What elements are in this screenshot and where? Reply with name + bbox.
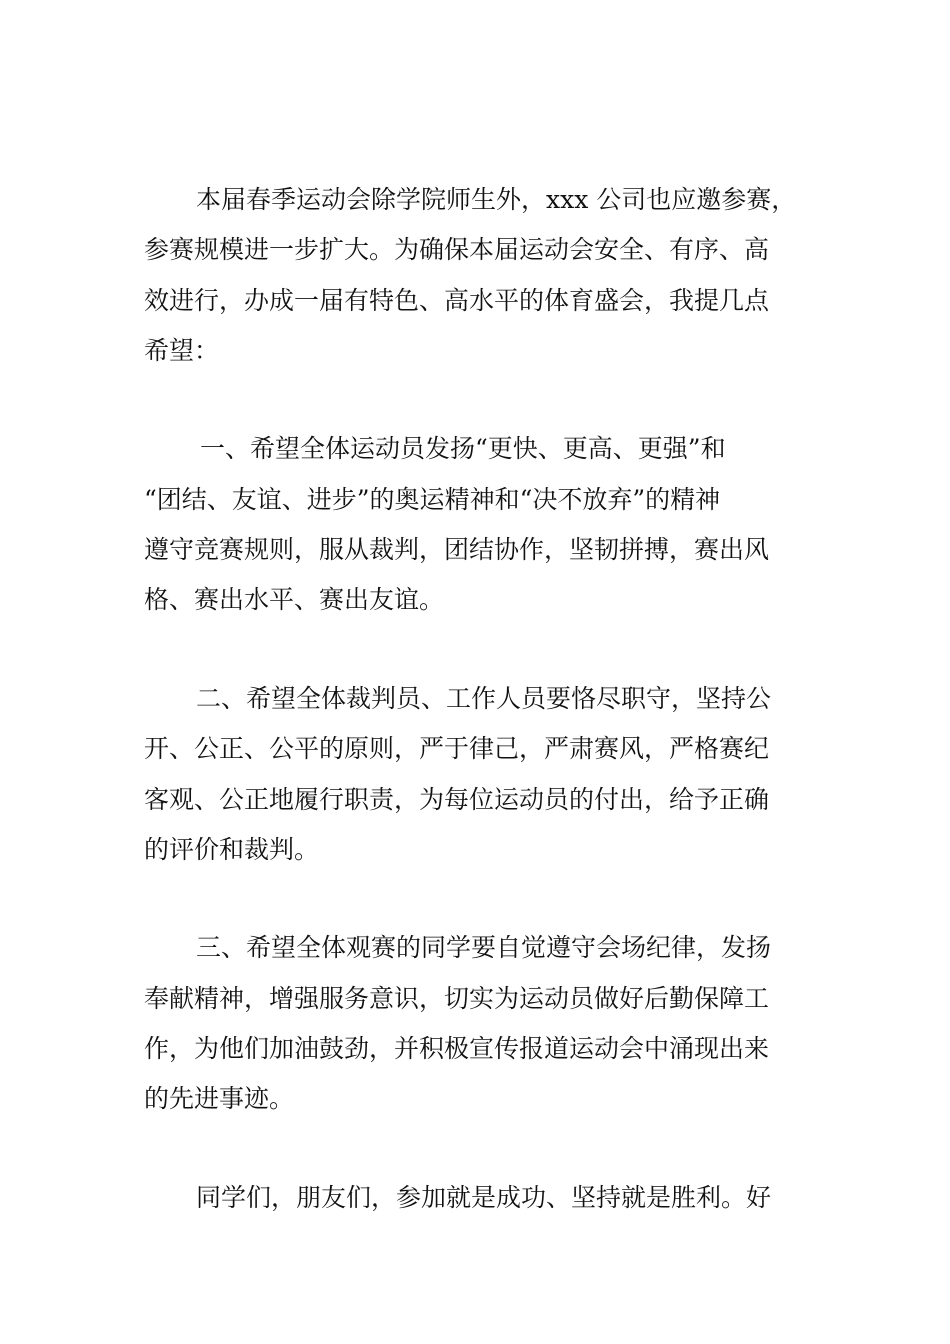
paragraph-3-line-1: 二、希望全体裁判员、工作人员要恪尽职守，坚持公	[196, 684, 772, 713]
paragraph-2-line-1: 一、希望全体运动员发扬“更快、更高、更强”和	[200, 434, 726, 463]
paragraph-4-line-2: 奉献精神，增强服务意识，切实为运动员做好后勤保障工	[144, 984, 770, 1013]
paragraph-1-line-4: 希望：	[144, 336, 220, 365]
paragraph-4-line-4: 的先进事迹。	[144, 1084, 295, 1113]
paragraph-2-line-2: “团结、友谊、进步”的奥运精神和“决不放弃”的精神	[144, 485, 721, 514]
paragraph-1-line-2: 参赛规模进一步扩大。为确保本届运动会安全、有序、高	[144, 235, 770, 264]
paragraph-3-line-3: 客观、公正地履行职责，为每位运动员的付出，给予正确	[144, 785, 770, 814]
paragraph-1-line-1: 本届春季运动会除学院师生外，xxx 公司也应邀参赛，	[196, 185, 797, 214]
paragraph-3-line-4: 的评价和裁判。	[144, 835, 320, 864]
paragraph-3-line-2: 开、公正、公平的原则，严于律己，严肃赛风，严格赛纪	[144, 734, 770, 763]
paragraph-1-line-3: 效进行，办成一届有特色、高水平的体育盛会，我提几点	[144, 286, 770, 315]
paragraph-2-line-3: 遵守竞赛规则，服从裁判，团结协作，坚韧拼搏，赛出风	[144, 535, 770, 564]
paragraph-2-line-4: 格、赛出水平、赛出友谊。	[144, 585, 445, 614]
paragraph-4-line-3: 作，为他们加油鼓劲，并积极宣传报道运动会中涌现出来	[144, 1034, 770, 1063]
paragraph-4-line-1: 三、希望全体观赛的同学要自觉遵守会场纪律，发扬	[196, 933, 772, 962]
paragraph-5-line-1: 同学们，朋友们，参加就是成功、坚持就是胜利。好	[196, 1183, 772, 1212]
